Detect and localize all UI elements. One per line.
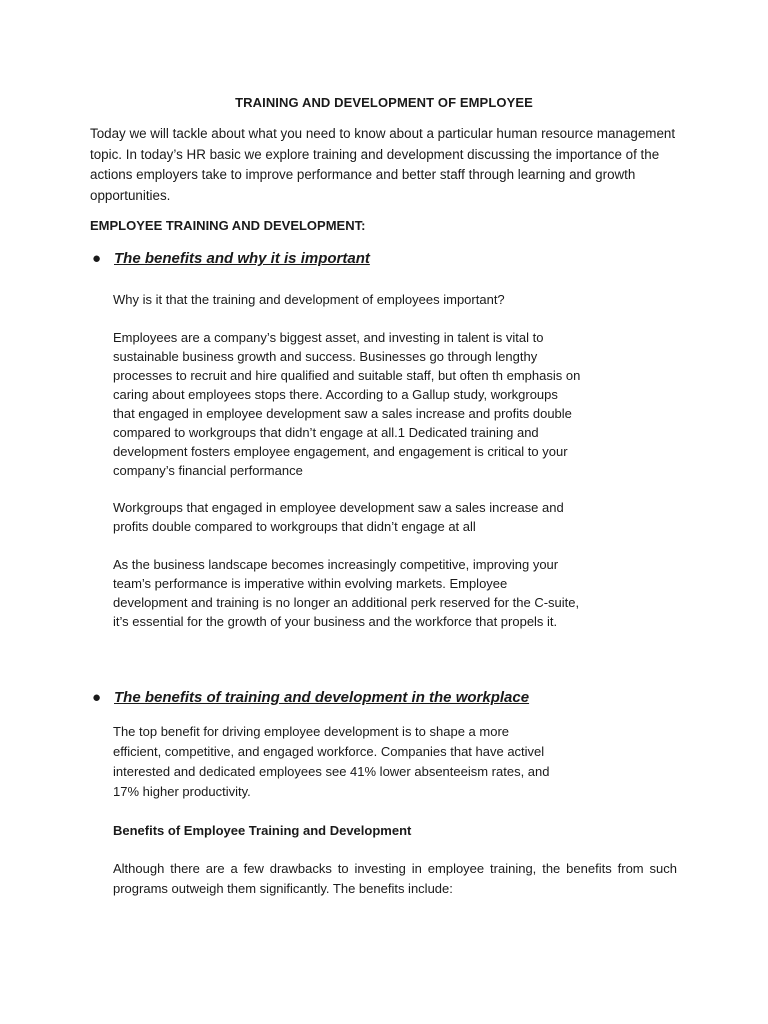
- landscape-paragraph: As the business landscape becomes increasingly competitive, improving your team’s performance is imperative within evolving markets. Employee development and training is no longer an additional perk reserved for the C-suite, it’s essential for the growth of your business and the workforce that propels it.: [113, 557, 580, 629]
- biggest-asset-paragraph: Employees are a company’s biggest asset, and investing in talent is vital to sustainable business growth and success. Businesses go through lengthy processes to recruit and hire qualified and suitable staff, but often th emphasis on caring about employees stops there. According to a Gallup study, workgroups that engaged in employee development saw a sales increase and profits double compared to workgroups that didn’t engage at all.1 Dedicated training and development fosters employee engagement, and engagement is critical to your company’s financial performance: [113, 330, 581, 478]
- bullet-heading-text: The benefits and why it is important: [114, 250, 370, 267]
- intro-paragraph: Today we will tackle about what you need to know about a particular human resource management topic. In today’s HR basic we explore training and development discussing the importance of the actions employers take to improve performance and better staff through learning and growth opportunities.: [90, 126, 676, 203]
- why-question-paragraph: Why is it that the training and development of employees important?: [113, 292, 505, 307]
- bullet-heading-importance: [92, 250, 370, 267]
- bullet-heading-text: The benefits of training and development in the workplace: [114, 689, 530, 706]
- bullet-icon: ●: [92, 250, 102, 267]
- bullet-icon: ●: [92, 689, 102, 706]
- top-benefit-paragraph: The top benefit for driving employee development is to shape a more efficient, competitive, and engaged workforce. Companies that have activel interested and dedicated employees see 41% lower absenteeism rates, and 17% higher productivity.: [113, 724, 550, 799]
- section-heading: EMPLOYEE TRAINING AND DEVELOPMENT:: [90, 218, 366, 233]
- workgroups-paragraph: Workgroups that engaged in employee development saw a sales increase and profits double compared to workgroups that didn’t engage at all: [113, 500, 564, 534]
- drawbacks-paragraph: Although there are a few drawbacks to investing in employee training, the benefits from such programs outweigh them significantly. The benefits include:: [113, 861, 677, 896]
- bullet-heading-workplace: [92, 689, 530, 706]
- benefits-subheading: Benefits of Employee Training and Development: [113, 823, 412, 838]
- document-title: TRAINING AND DEVELOPMENT OF EMPLOYEE: [235, 95, 533, 110]
